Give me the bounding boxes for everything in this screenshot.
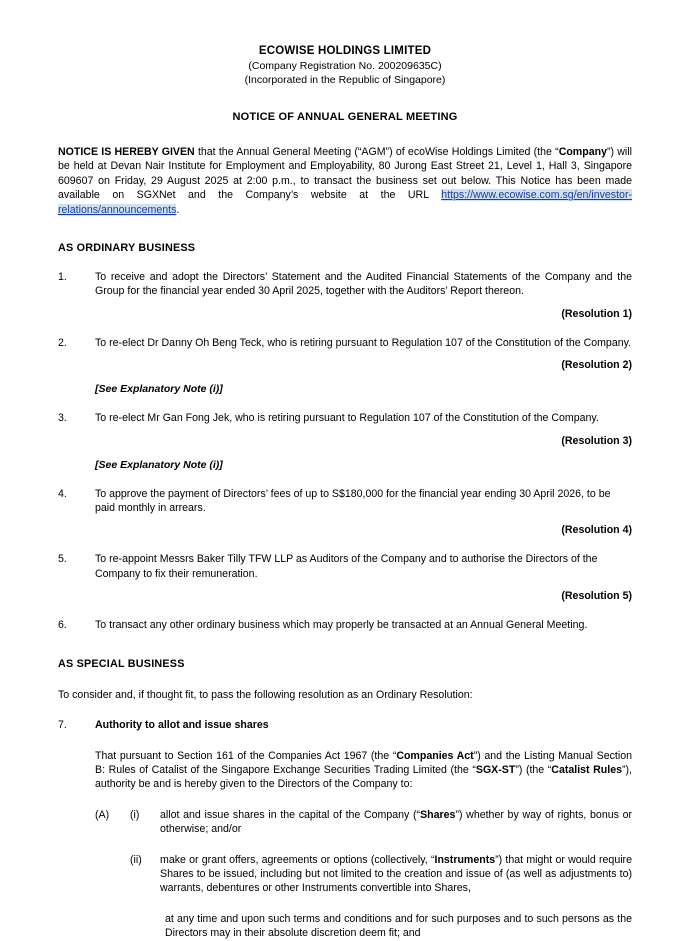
item-text: To approve the payment of Directors’ fees of up to S$180,000 for the financial year ending 30 April 2026, to be paid monthly in arrears. — [95, 487, 611, 515]
special-business-tail-paragraph: at any time and upon such terms and conditions and for such purposes and to such persons as the Directors may in their absolute discretion deem fit; and — [165, 912, 632, 940]
item-text: To re-elect Dr Danny Oh Beng Teck, who is retiring pursuant to Regulation 107 of the Constitution of the Company. — [95, 336, 632, 349]
item-number: 6. — [58, 619, 67, 632]
subitem-alpha-label: (A) — [95, 808, 110, 821]
para-text-1: That pursuant to Section 161 of the Companies Act 1967 (the “ — [95, 749, 397, 762]
subitem-alpha-label — [95, 853, 130, 896]
sgx-st-defined-term: SGX-ST — [475, 763, 516, 776]
subitem-text-1: make or grant offers, agreements or options (collectively, “ — [160, 853, 435, 866]
subitem-text — [160, 808, 632, 837]
item-number: 4. — [58, 487, 67, 500]
notice-lead-bold: NOTICE IS HEREBY GIVEN — [58, 146, 195, 158]
announcements-url-link[interactable]: https://www.ecowise.com.sg/en/investor-relations/announcements — [58, 189, 632, 216]
item-number: 3. — [58, 412, 67, 425]
special-business-subitem-a-ii — [95, 853, 632, 896]
ordinary-business-item-6 — [58, 618, 632, 632]
item-text: To re-appoint Messrs Baker Tilly TFW LLP as Auditors of the Company and to authorise the Directors of the Company to fix their remuneration. — [95, 553, 598, 580]
ordinary-business-heading: AS ORDINARY BUSINESS — [58, 242, 196, 255]
special-business-heading: AS SPECIAL BUSINESS — [58, 657, 185, 670]
item-number: 1. — [58, 271, 67, 284]
instruments-defined-term: Instruments — [434, 853, 496, 866]
notice-text-3: . — [176, 203, 180, 216]
subitem-text-2: ”) whether by way of rights, bonus or otherwise; and/or — [160, 808, 633, 836]
company-name: ECOWISE HOLDINGS LIMITED — [258, 45, 432, 57]
subitem-text-2: ”) that might or would require Shares to be issued, including but not limited to the creation and issue of (as well as adjustments to) warrants, debentures or other Instruments convertible into Shares, — [160, 853, 632, 895]
special-business-item-7 — [58, 718, 632, 732]
item-text: To receive and adopt the Directors’ Statement and the Audited Financial Statements of the Company and the Group for the financial year ended 30 April 2025, together with the Auditors’ Report thereon. — [95, 271, 632, 298]
special-business-subitem-a-i — [95, 808, 632, 837]
item-title: Authority to allot and issue shares — [95, 719, 269, 732]
explanatory-note-ref-3: [See Explanatory Note (i)] — [95, 458, 223, 471]
page-title: NOTICE OF ANNUAL GENERAL MEETING — [232, 111, 458, 123]
company-defined-term: Company — [558, 146, 607, 158]
company-incorporation: (Incorporated in the Republic of Singapore) — [244, 74, 446, 86]
ordinary-business-item-1 — [58, 270, 632, 299]
item-number: 2. — [58, 336, 67, 349]
companies-act-defined-term: Companies Act — [396, 749, 474, 762]
para-text-4: ”), authority be and is hereby given to the Directors of the Company to: — [95, 763, 632, 791]
special-business-intro: To consider and, if thought fit, to pass the following resolution as an Ordinary Resolution: — [58, 688, 473, 701]
resolution-label-3: (Resolution 3) — [561, 434, 632, 447]
catalist-rules-defined-term: Catalist Rules — [551, 763, 622, 776]
ordinary-business-item-2 — [58, 336, 632, 350]
resolution-label-4: (Resolution 4) — [561, 524, 632, 537]
company-registration: (Company Registration No. 200209635C) — [248, 60, 442, 72]
resolution-label-2: (Resolution 2) — [561, 359, 632, 372]
notice-text-1: that the Annual General Meeting (“AGM”) of ecoWise Holdings Limited (the “ — [194, 146, 559, 158]
item-text: To re-elect Mr Gan Fong Jek, who is retiring pursuant to Regulation 107 of the Constitution of the Company. — [95, 412, 599, 425]
notice-paragraph — [58, 145, 632, 217]
ordinary-business-item-4 — [58, 487, 632, 516]
resolution-label-5: (Resolution 5) — [561, 590, 632, 603]
subitem-roman-label: (i) — [130, 808, 140, 821]
explanatory-note-ref-2: [See Explanatory Note (i)] — [95, 383, 223, 396]
item-number: 5. — [58, 553, 67, 566]
document-header — [58, 44, 632, 87]
ordinary-business-item-3 — [58, 411, 632, 425]
item-number: 7. — [58, 719, 67, 732]
ordinary-business-item-5 — [58, 552, 632, 581]
resolution-label-1: (Resolution 1) — [561, 307, 632, 320]
subitem-text-1: allot and issue shares in the capital of the Company (“ — [160, 808, 421, 821]
subitem-text — [160, 853, 632, 896]
para-text-3: ”) (the “ — [515, 763, 552, 776]
subitem-roman-label: (ii) — [130, 853, 142, 866]
notice-text-2: ”) will be held at Devan Nair Institute for Employment and Employability, 80 Jurong East Street 21, Level 1, Hall 3, Singapore 609607 on Friday, 29 August 2025 at 2:00 p.m., to transact the business set out below. This Notice has been made available on SGXNet and the Company’s website at the URL — [58, 146, 632, 202]
special-business-paragraph — [95, 749, 632, 792]
item-text: To transact any other ordinary business which may properly be transacted at an Annual General Meeting. — [95, 619, 588, 632]
shares-defined-term: Shares — [420, 808, 456, 821]
para-text-2: ”) and the Listing Manual Section B: Rules of Catalist of the Singapore Exchange Securities Trading Limited (the “ — [95, 749, 632, 776]
